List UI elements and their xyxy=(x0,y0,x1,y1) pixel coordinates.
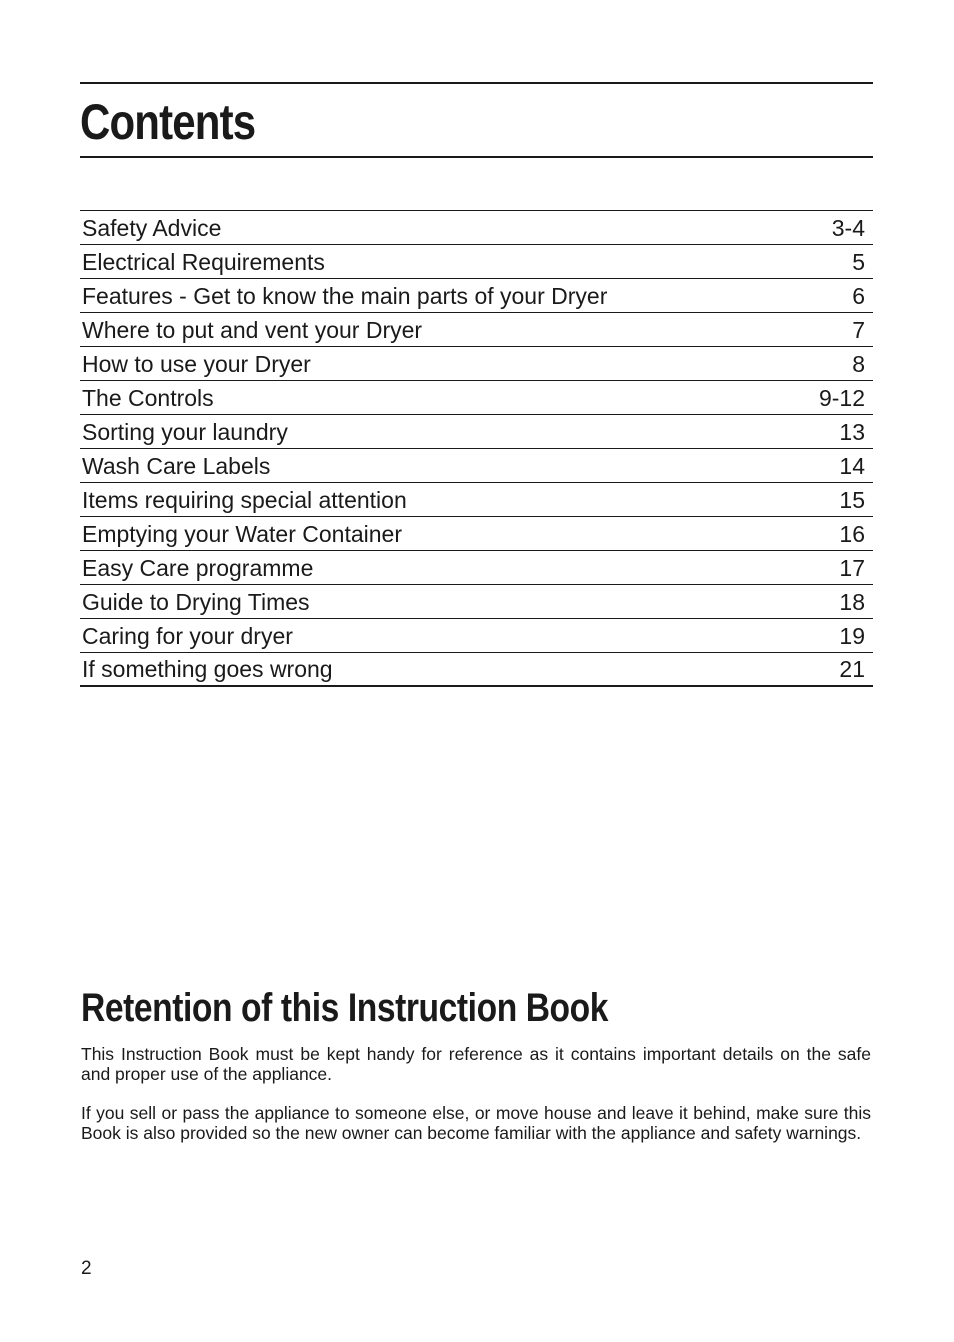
toc-entry-label: Features - Get to know the main parts of your Dryer xyxy=(82,282,608,309)
toc-page-number: 18 xyxy=(839,588,865,615)
table-of-contents xyxy=(80,210,873,687)
toc-page-number: 9-12 xyxy=(818,384,865,411)
toc-page-number: 8 xyxy=(852,350,865,377)
toc-entry-label: How to use your Dryer xyxy=(82,350,311,377)
toc-page-number: 5 xyxy=(852,248,865,275)
toc-row-wash-care-labels xyxy=(80,449,873,483)
toc-page-number: 15 xyxy=(839,486,865,513)
toc-entry-label: The Controls xyxy=(82,384,214,411)
toc-page-number: 6 xyxy=(852,282,865,309)
toc-row-features xyxy=(80,279,873,313)
toc-entry-label: Easy Care programme xyxy=(82,554,314,581)
title-top-rule xyxy=(80,82,873,84)
toc-page-number: 13 xyxy=(839,418,865,445)
toc-entry-label: If something goes wrong xyxy=(82,656,333,682)
title-bottom-rule xyxy=(80,156,873,158)
toc-entry-label: Caring for your dryer xyxy=(82,622,293,649)
toc-page-number: 21 xyxy=(839,656,865,682)
toc-row-caring xyxy=(80,619,873,653)
toc-entry-label: Guide to Drying Times xyxy=(82,588,310,615)
toc-entry-label: Items requiring special attention xyxy=(82,486,407,513)
toc-entry-label: Electrical Requirements xyxy=(82,248,325,275)
toc-row-easy-care xyxy=(80,551,873,585)
toc-row-where-to-put xyxy=(80,313,873,347)
page-number: 2 xyxy=(81,1258,92,1279)
toc-row-something-wrong xyxy=(80,653,873,687)
toc-page-number: 19 xyxy=(839,622,865,649)
toc-row-water-container xyxy=(80,517,873,551)
toc-row-sorting-laundry xyxy=(80,415,873,449)
toc-page-number: 16 xyxy=(839,520,865,547)
toc-entry-label: Where to put and vent your Dryer xyxy=(82,316,423,343)
toc-page-number: 17 xyxy=(839,554,865,581)
toc-entry-label: Emptying your Water Container xyxy=(82,520,403,547)
toc-entry-label: Sorting your laundry xyxy=(82,418,288,445)
toc-row-how-to-use xyxy=(80,347,873,381)
toc-entry-label: Safety Advice xyxy=(82,214,222,241)
contents-heading: Contents xyxy=(80,94,256,150)
toc-row-the-controls xyxy=(80,381,873,415)
toc-row-special-attention xyxy=(80,483,873,517)
retention-paragraph: This Instruction Book must be kept handy for reference as it contains important details on the safe and proper use of the appliance. xyxy=(81,1044,871,1084)
retention-paragraph: If you sell or pass the appliance to someone else, or move house and leave it behind, make sure this Book is also provided so the new owner can become familiar with the appliance and safety warnings. xyxy=(81,1103,871,1143)
toc-entry-label: Wash Care Labels xyxy=(82,452,271,479)
retention-heading: Retention of this Instruction Book xyxy=(81,986,609,1030)
toc-page-number: 3-4 xyxy=(831,214,865,241)
toc-page-number: 7 xyxy=(852,316,865,343)
toc-row-drying-times xyxy=(80,585,873,619)
toc-row-safety-advice xyxy=(80,211,873,245)
toc-row-electrical-requirements xyxy=(80,245,873,279)
toc-page-number: 14 xyxy=(839,452,865,479)
